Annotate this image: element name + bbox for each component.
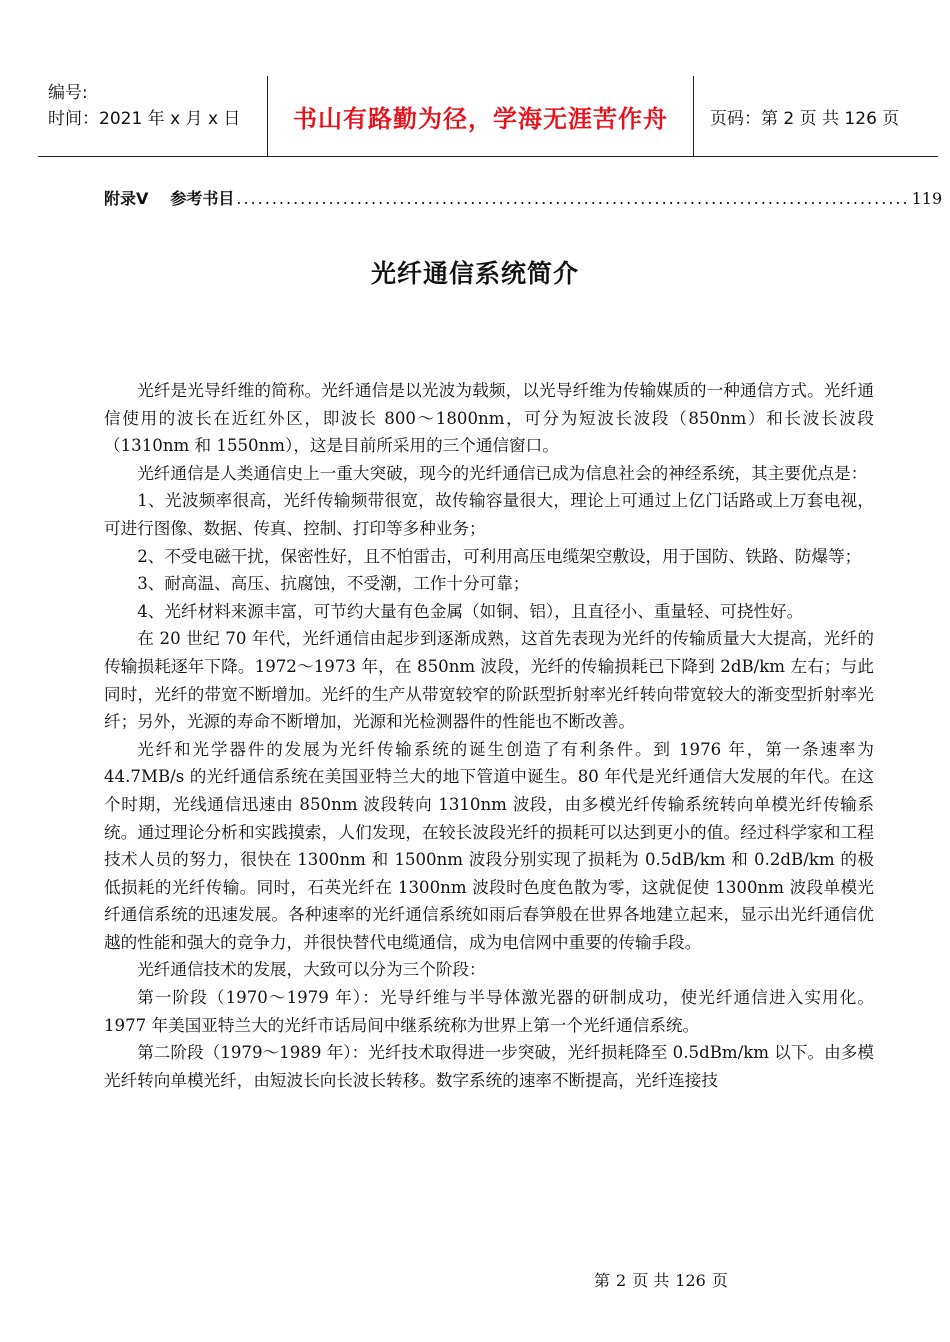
page-header xyxy=(38,76,938,157)
header-date: 时间：2021 年 x 月 x 日 xyxy=(48,109,241,129)
footer-mid: 页 共 xyxy=(632,1271,670,1290)
body-paragraph: 1、光波频率很高，光纤传输频带很宽，故传输容量很大，理论上可通过上亿门话路或上万套电视，可进行图像、数据、传真、控制、打印等多种业务； xyxy=(104,491,874,538)
body-paragraph: 在 20 世纪 70 年代，光纤通信由起步到逐渐成熟，这首先表现为光纤的传输质量大大提高，光纤的传输损耗逐年下降。1972～1973 年，在 850nm 波段，光纤的传输损耗已下降到 2dB/km 左右；与此同时，光纤的带宽不断增加。光纤的生产从带宽较窄的阶跃型折射率光纤转向带宽较大的渐变型折射率光纤；另外，光源的寿命不断增加，光源和光检测器件的性能也不断改善。 xyxy=(104,629,874,732)
toc-label xyxy=(104,186,234,209)
body-paragraph: 第二阶段（1979～1989 年）：光纤技术取得进一步突破，光纤损耗降至 0.5dBm/km 以下。由多模光纤转向单模光纤，由短波长向长波长转移。数字系统的速率不断提高，光纤连接技 xyxy=(104,1043,874,1090)
toc-page-number: 119 xyxy=(911,189,943,208)
footer-total: 126 xyxy=(675,1271,706,1290)
header-divider xyxy=(693,76,694,156)
article-body xyxy=(104,377,874,1094)
body-paragraph: 第一阶段（1970～1979 年）：光导纤维与半导体激光器的研制成功，使光纤通信进入实用化。1977 年美国亚特兰大的光纤市话局间中继系统称为世界上第一个光纤通信系统。 xyxy=(104,988,874,1035)
toc-leader-dots: ............................................................................................... xyxy=(236,189,910,208)
footer-prefix: 第 xyxy=(594,1271,611,1290)
body-paragraph: 光纤通信是人类通信史上一重大突破，现今的光纤通信已成为信息社会的神经系统，其主要优点是： xyxy=(137,463,868,483)
footer-page: 2 xyxy=(616,1271,627,1290)
header-meta xyxy=(48,80,268,132)
body-paragraph: 2、不受电磁干扰，保密性好，且不怕雷击，可利用高压电缆架空敷设，用于国防、铁路、防爆等； xyxy=(137,546,862,566)
toc-appendix: 附录Ⅴ xyxy=(104,189,149,208)
body-paragraph: 光纤和光学器件的发展为光纤传输系统的诞生创造了有利条件。到 1976 年，第一条速率为 44.7MB/s 的光纤通信系统在美国亚特兰大的地下管道中诞生。80 年代是光纤通信大发展的年代。在这个时期，光线通信迅速由 850nm 波段转向 1310nm 波段，由多模光纤传输系统转向单模光纤传输系统。通过理论分析和实践摸索，人们发现，在较长波段光纤的损耗可以达到更小的值。经过科学家和工程技术人员的努力，很快在 1300nm 和 1500nm 波段分别实现了损耗为 0.5dB/km 和 0.2dB/km 的极低损耗的光纤传输。同时，石英光纤在 1300nm 波段时色度色散为零，这就促使 1300nm 波段单模光纤通信系统的迅速发展。各种速率的光纤通信系统如雨后春笋般在世界各地建立起来，显示出光纤通信优越的性能和强大的竞争力，并很快替代电缆通信，成为电信网中重要的传输手段。 xyxy=(104,739,874,952)
body-paragraph: 4、光纤材料来源丰富，可节约大量有色金属（如铜、铝），且直径小、重量轻、可挠性好。 xyxy=(137,601,804,621)
header-id-label: 编号: xyxy=(48,83,88,103)
footer-suffix: 页 xyxy=(711,1271,728,1290)
body-paragraph: 3、耐高温、高压、抗腐蚀，不受潮，工作十分可靠； xyxy=(137,574,530,594)
toc-entry[interactable] xyxy=(104,186,943,212)
body-paragraph: 光纤是光导纤维的简称。光纤通信是以光波为载频，以光导纤维为传输媒质的一种通信方式。光纤通信使用的波长在近红外区，即波长 800～1800nm，可分为短波长波段（850nm）和长波长波段（1310nm 和 1550nm），这是目前所采用的三个通信窗口。 xyxy=(104,381,874,456)
header-motto: 书山有路勤为径，学海无涯苦作舟 xyxy=(293,104,668,133)
toc-title: 参考书目 xyxy=(170,189,235,208)
page-footer xyxy=(594,1268,728,1291)
article-title: 光纤通信系统简介 xyxy=(370,259,579,288)
body-paragraph: 光纤通信技术的发展，大致可以分为三个阶段： xyxy=(137,960,486,980)
header-page-info: 页码：第 2 页 共 126 页 xyxy=(710,108,900,129)
